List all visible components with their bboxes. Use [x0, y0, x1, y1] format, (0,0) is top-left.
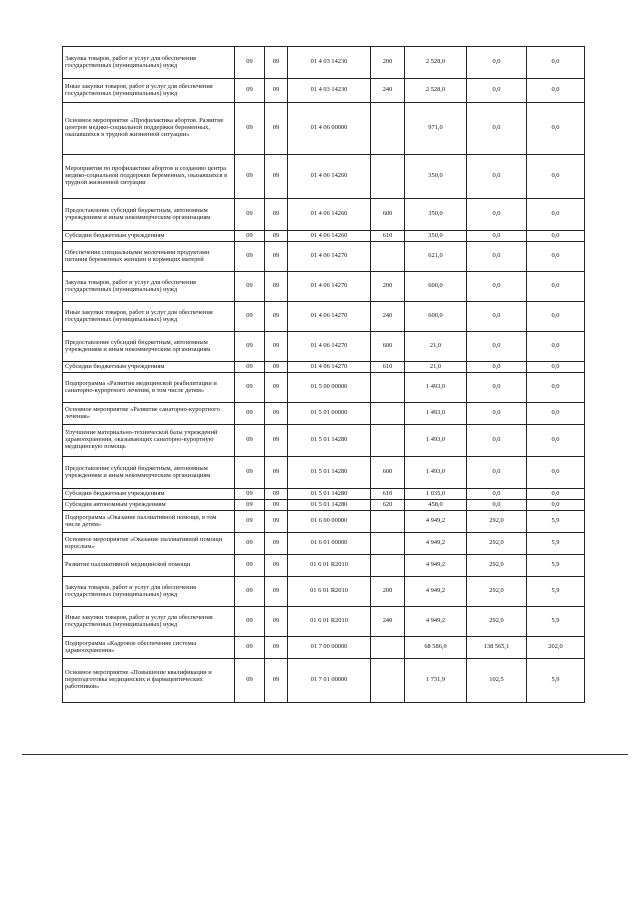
row-vr-cell	[371, 373, 405, 403]
row-csr-cell: 01 4 06 14260	[288, 231, 371, 242]
row-value-1-cell: 68 586,9	[405, 637, 467, 659]
row-name-cell: Основное мероприятие «Повышение квалификации и переподготовка медицинских и фармацевтических работников»	[63, 659, 235, 703]
row-value-2-cell: 0,0	[467, 500, 527, 511]
row-csr-cell: 01 7 01 00000	[288, 659, 371, 703]
row-csr-cell: 01 4 06 14270	[288, 242, 371, 272]
row-rz-cell: 09	[235, 373, 265, 403]
budget-table	[62, 46, 585, 703]
table-row	[63, 302, 585, 332]
table-row	[63, 231, 585, 242]
row-value-3-cell: 0,0	[527, 272, 585, 302]
row-rz-cell: 09	[235, 555, 265, 577]
row-value-1-cell: 350,0	[405, 155, 467, 199]
row-value-2-cell: 0,0	[467, 103, 527, 155]
row-value-3-cell: 202,0	[527, 637, 585, 659]
row-value-3-cell: 0,0	[527, 500, 585, 511]
row-rz-cell: 09	[235, 103, 265, 155]
row-rz-cell: 09	[235, 637, 265, 659]
table-row	[63, 607, 585, 637]
row-value-1-cell: 1 493,0	[405, 425, 467, 457]
row-name-cell: Предоставление субсидий бюджетным, автономным учреждениям и иным некоммерческим организациям	[63, 457, 235, 489]
row-name-cell: Улучшение материально-технической базы учреждений здравоохранения, оказывающих санаторно-курортную медицинскую помощь	[63, 425, 235, 457]
row-csr-cell: 01 6 01 R2010	[288, 607, 371, 637]
row-vr-cell	[371, 511, 405, 533]
row-value-1-cell: 1 731,9	[405, 659, 467, 703]
row-rz-cell: 09	[235, 425, 265, 457]
row-value-1-cell: 2 528,0	[405, 79, 467, 103]
row-value-2-cell: 0,0	[467, 332, 527, 362]
row-name-cell: Иные закупки товаров, работ и услуг для обеспечения государственных (муниципальных) нужд	[63, 79, 235, 103]
row-rz-cell: 09	[235, 199, 265, 231]
row-csr-cell: 01 6 00 00000	[288, 511, 371, 533]
row-name-cell: Подпрограмма «Развитие медицинской реабилитации и санаторно-курортного лечения, в том числе детям»	[63, 373, 235, 403]
row-name-cell: Субсидии бюджетным учреждениям	[63, 362, 235, 373]
row-csr-cell: 01 7 00 00000	[288, 637, 371, 659]
row-value-2-cell: 292,0	[467, 533, 527, 555]
row-name-cell: Субсидии автономным учреждениям	[63, 500, 235, 511]
page-divider-line	[22, 754, 628, 755]
row-csr-cell: 01 4 06 14260	[288, 155, 371, 199]
table-row	[63, 242, 585, 272]
row-vr-cell: 240	[371, 607, 405, 637]
row-vr-cell	[371, 155, 405, 199]
table-row	[63, 332, 585, 362]
row-name-cell: Развитие паллиативной медицинской помощи	[63, 555, 235, 577]
row-value-2-cell: 292,0	[467, 577, 527, 607]
row-value-3-cell: 5,9	[527, 607, 585, 637]
budget-table-body	[63, 47, 585, 703]
row-value-1-cell: 600,0	[405, 272, 467, 302]
row-value-1-cell: 458,0	[405, 500, 467, 511]
row-pr-cell: 09	[265, 332, 288, 362]
row-rz-cell: 09	[235, 511, 265, 533]
table-row	[63, 79, 585, 103]
row-csr-cell: 01 6 01 R2010	[288, 555, 371, 577]
row-rz-cell: 09	[235, 500, 265, 511]
row-value-1-cell: 1 493,0	[405, 373, 467, 403]
row-value-2-cell: 138 565,1	[467, 637, 527, 659]
row-rz-cell: 09	[235, 272, 265, 302]
table-row	[63, 659, 585, 703]
row-name-cell: Субсидии бюджетным учреждениям	[63, 489, 235, 500]
row-csr-cell: 01 4 06 14260	[288, 199, 371, 231]
row-value-3-cell: 5,9	[527, 555, 585, 577]
row-value-3-cell: 0,0	[527, 47, 585, 79]
table-row	[63, 47, 585, 79]
row-vr-cell: 200	[371, 272, 405, 302]
row-rz-cell: 09	[235, 231, 265, 242]
row-rz-cell: 09	[235, 362, 265, 373]
table-row	[63, 533, 585, 555]
table-row	[63, 403, 585, 425]
row-rz-cell: 09	[235, 457, 265, 489]
row-pr-cell: 09	[265, 489, 288, 500]
row-csr-cell: 01 5 00 00000	[288, 373, 371, 403]
row-csr-cell: 01 4 03 14230	[288, 79, 371, 103]
row-csr-cell: 01 6 01 00000	[288, 533, 371, 555]
row-pr-cell: 09	[265, 231, 288, 242]
row-value-2-cell: 0,0	[467, 373, 527, 403]
row-name-cell: Основное мероприятие «Оказание паллиативной помощи взрослым»	[63, 533, 235, 555]
row-value-1-cell: 2 528,0	[405, 47, 467, 79]
row-pr-cell: 09	[265, 533, 288, 555]
row-pr-cell: 09	[265, 242, 288, 272]
row-csr-cell: 01 5 01 14280	[288, 489, 371, 500]
row-vr-cell	[371, 403, 405, 425]
row-value-2-cell: 102,5	[467, 659, 527, 703]
row-value-1-cell: 1 493,0	[405, 457, 467, 489]
row-rz-cell: 09	[235, 332, 265, 362]
row-vr-cell	[371, 533, 405, 555]
row-value-2-cell: 0,0	[467, 272, 527, 302]
row-value-1-cell: 4 949,2	[405, 607, 467, 637]
row-value-3-cell: 0,0	[527, 489, 585, 500]
row-pr-cell: 09	[265, 47, 288, 79]
row-name-cell: Иные закупки товаров, работ и услуг для обеспечения государственных (муниципальных) нужд	[63, 302, 235, 332]
row-vr-cell: 600	[371, 457, 405, 489]
row-value-1-cell: 4 949,2	[405, 577, 467, 607]
row-name-cell: Закупка товаров, работ и услуг для обеспечения государственных (муниципальных) нужд	[63, 272, 235, 302]
row-rz-cell: 09	[235, 79, 265, 103]
row-value-3-cell: 0,0	[527, 155, 585, 199]
row-name-cell: Предоставление субсидий бюджетным, автономным учреждениям и иным некоммерческим организациям	[63, 332, 235, 362]
row-value-1-cell: 4 949,2	[405, 511, 467, 533]
row-value-1-cell: 621,0	[405, 242, 467, 272]
row-value-1-cell: 971,0	[405, 103, 467, 155]
row-name-cell: Закупка товаров, работ и услуг для обеспечения государственных (муниципальных) нужд	[63, 577, 235, 607]
row-rz-cell: 09	[235, 302, 265, 332]
row-value-1-cell: 1 493,0	[405, 403, 467, 425]
row-value-2-cell: 0,0	[467, 242, 527, 272]
row-value-3-cell: 5,9	[527, 577, 585, 607]
row-value-1-cell: 350,0	[405, 231, 467, 242]
row-csr-cell: 01 4 06 14270	[288, 362, 371, 373]
row-rz-cell: 09	[235, 403, 265, 425]
row-pr-cell: 09	[265, 577, 288, 607]
row-vr-cell: 600	[371, 332, 405, 362]
row-pr-cell: 09	[265, 500, 288, 511]
row-value-1-cell: 350,0	[405, 199, 467, 231]
row-value-2-cell: 0,0	[467, 403, 527, 425]
row-pr-cell: 09	[265, 659, 288, 703]
table-row	[63, 425, 585, 457]
row-value-2-cell: 0,0	[467, 199, 527, 231]
row-pr-cell: 09	[265, 637, 288, 659]
row-pr-cell: 09	[265, 272, 288, 302]
row-pr-cell: 09	[265, 511, 288, 533]
row-value-1-cell: 4 949,2	[405, 533, 467, 555]
row-csr-cell: 01 6 01 R2010	[288, 577, 371, 607]
row-value-2-cell: 0,0	[467, 47, 527, 79]
row-value-3-cell: 5,9	[527, 511, 585, 533]
row-pr-cell: 09	[265, 555, 288, 577]
row-csr-cell: 01 5 01 00000	[288, 403, 371, 425]
row-value-2-cell: 0,0	[467, 79, 527, 103]
row-csr-cell: 01 4 06 14270	[288, 302, 371, 332]
row-csr-cell: 01 4 06 14270	[288, 332, 371, 362]
row-name-cell: Основное мероприятие «Развитие санаторно-курортного лечения»	[63, 403, 235, 425]
row-vr-cell: 610	[371, 231, 405, 242]
row-rz-cell: 09	[235, 659, 265, 703]
row-name-cell: Мероприятия по профилактике абортов и созданию центра медико-социальной поддержки беременных, оказавшихся в трудной жизненной ситуации	[63, 155, 235, 199]
table-row	[63, 637, 585, 659]
table-row	[63, 362, 585, 373]
row-vr-cell: 200	[371, 577, 405, 607]
table-row	[63, 373, 585, 403]
row-value-1-cell: 21,0	[405, 332, 467, 362]
row-pr-cell: 09	[265, 302, 288, 332]
row-name-cell: Предоставление субсидий бюджетным, автономным учреждениям и иным некоммерческим организациям	[63, 199, 235, 231]
row-name-cell: Основное мероприятие «Профилактика абортов. Развитие центров медико-социальной поддержки беременных, оказавшихся в трудной жизненной ситуации»	[63, 103, 235, 155]
row-value-2-cell: 0,0	[467, 425, 527, 457]
row-vr-cell	[371, 659, 405, 703]
row-pr-cell: 09	[265, 425, 288, 457]
row-vr-cell	[371, 425, 405, 457]
row-vr-cell	[371, 242, 405, 272]
row-value-3-cell: 0,0	[527, 373, 585, 403]
row-value-1-cell: 600,0	[405, 302, 467, 332]
row-value-3-cell: 0,0	[527, 231, 585, 242]
row-rz-cell: 09	[235, 155, 265, 199]
row-pr-cell: 09	[265, 403, 288, 425]
row-vr-cell	[371, 637, 405, 659]
row-name-cell: Подпрограмма «Кадровое обеспечение системы здравоохранения»	[63, 637, 235, 659]
table-row	[63, 199, 585, 231]
row-rz-cell: 09	[235, 242, 265, 272]
row-value-2-cell: 0,0	[467, 457, 527, 489]
row-name-cell: Обеспечение специальными молочными продуктами питания беременных женщин и кормящих матерей	[63, 242, 235, 272]
row-vr-cell: 600	[371, 199, 405, 231]
row-pr-cell: 09	[265, 362, 288, 373]
row-csr-cell: 01 4 06 00000	[288, 103, 371, 155]
row-name-cell: Закупка товаров, работ и услуг для обеспечения государственных (муниципальных) нужд	[63, 47, 235, 79]
row-value-2-cell: 292,0	[467, 607, 527, 637]
table-row	[63, 155, 585, 199]
row-pr-cell: 09	[265, 199, 288, 231]
row-pr-cell: 09	[265, 457, 288, 489]
row-value-3-cell: 0,0	[527, 332, 585, 362]
row-value-2-cell: 0,0	[467, 362, 527, 373]
row-value-3-cell: 5,9	[527, 659, 585, 703]
row-vr-cell: 610	[371, 362, 405, 373]
table-row	[63, 272, 585, 302]
row-pr-cell: 09	[265, 155, 288, 199]
row-value-2-cell: 0,0	[467, 302, 527, 332]
row-vr-cell: 620	[371, 500, 405, 511]
row-value-1-cell: 4 949,2	[405, 555, 467, 577]
row-rz-cell: 09	[235, 607, 265, 637]
row-vr-cell	[371, 103, 405, 155]
table-row	[63, 489, 585, 500]
row-csr-cell: 01 5 01 14280	[288, 457, 371, 489]
row-rz-cell: 09	[235, 489, 265, 500]
table-row	[63, 577, 585, 607]
row-csr-cell: 01 4 03 14230	[288, 47, 371, 79]
row-name-cell: Подпрограмма «Оказание паллиативной помощи, в том числе детям»	[63, 511, 235, 533]
row-value-3-cell: 0,0	[527, 242, 585, 272]
row-value-3-cell: 0,0	[527, 79, 585, 103]
row-rz-cell: 09	[235, 533, 265, 555]
table-row	[63, 511, 585, 533]
row-value-3-cell: 5,9	[527, 533, 585, 555]
row-value-1-cell: 21,0	[405, 362, 467, 373]
row-rz-cell: 09	[235, 47, 265, 79]
row-value-2-cell: 0,0	[467, 231, 527, 242]
row-value-3-cell: 0,0	[527, 302, 585, 332]
row-value-3-cell: 0,0	[527, 457, 585, 489]
row-csr-cell: 01 5 01 14280	[288, 425, 371, 457]
row-value-3-cell: 0,0	[527, 103, 585, 155]
row-rz-cell: 09	[235, 577, 265, 607]
row-value-2-cell: 0,0	[467, 489, 527, 500]
row-value-2-cell: 292,0	[467, 511, 527, 533]
row-value-3-cell: 0,0	[527, 199, 585, 231]
row-pr-cell: 09	[265, 79, 288, 103]
row-csr-cell: 01 4 06 14270	[288, 272, 371, 302]
row-vr-cell: 240	[371, 79, 405, 103]
table-row	[63, 457, 585, 489]
row-pr-cell: 09	[265, 103, 288, 155]
table-row	[63, 555, 585, 577]
row-value-3-cell: 0,0	[527, 403, 585, 425]
table-row	[63, 500, 585, 511]
row-value-2-cell: 292,0	[467, 555, 527, 577]
table-row	[63, 103, 585, 155]
row-vr-cell	[371, 555, 405, 577]
row-pr-cell: 09	[265, 373, 288, 403]
row-name-cell: Субсидии бюджетным учреждениям	[63, 231, 235, 242]
row-value-2-cell: 0,0	[467, 155, 527, 199]
row-value-3-cell: 0,0	[527, 362, 585, 373]
row-value-1-cell: 1 035,0	[405, 489, 467, 500]
row-vr-cell: 200	[371, 47, 405, 79]
row-vr-cell: 240	[371, 302, 405, 332]
row-pr-cell: 09	[265, 607, 288, 637]
row-vr-cell: 610	[371, 489, 405, 500]
row-name-cell: Иные закупки товаров, работ и услуг для обеспечения государственных (муниципальных) нужд	[63, 607, 235, 637]
row-csr-cell: 01 5 01 14280	[288, 500, 371, 511]
row-value-3-cell: 0,0	[527, 425, 585, 457]
